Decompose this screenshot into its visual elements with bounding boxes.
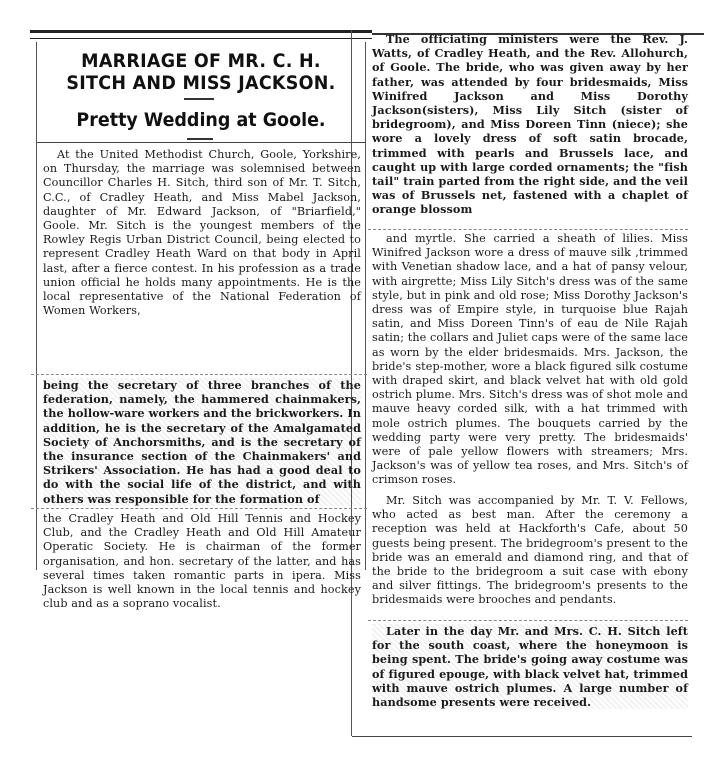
headline-box [37, 42, 365, 143]
paragraph-social: the Cradley Heath and Old Hill Tennis and Hockey Club, and the Cradley Heath and Old Hill Amateur Operatic Society. He is chairman of the former organisation, and hon. secretary of the latter, and has several times taken romantic parts in ipera. Miss Jackson is well known in the local tennis and hockey club and as a soprano vocalist. [43, 512, 361, 611]
clipping-seam [368, 620, 688, 621]
paragraph-reception: Mr. Sitch was accompanied by Mr. T. V. Fellows, who acted as best man. After the ceremony a reception was held at Hackforth's Cafe, about 50 guests being present. The bridegroom's present to the bride was an emerald and diamond ring, and that of the bride to the bridegroom a suit case with ebony and silver fittings. The bridegroom's presents to the bridesmaids were brooches and pendants. [372, 494, 688, 607]
paragraph-honeymoon: Later in the day Mr. and Mrs. C. H. Sitch left for the south coast, where the honeymoon is being spent. The bride's going away costume was of figured epouge, with black velvet hat, trimmed with mauve ostrich plumes. A large number of handsome presents were received. [372, 624, 688, 710]
clipping-seam [368, 229, 688, 230]
top-rule [30, 30, 372, 39]
clipping-seam [31, 374, 367, 375]
paragraph-career: being the secretary of three branches of the federation, namely, the hammered chainmakers, the hollow-ware workers and the brickworkers. In addition, he is the secretary of the Amalgamated Society of Anchorsmiths, and is the secretary of the insurance section of the Chainmakers' and Strikers' Association. He has had a good deal to do with the social life of the district, and with others was responsible for the formation of [43, 378, 361, 506]
bottom-rule [352, 736, 692, 737]
left-column [36, 42, 366, 611]
paragraph-ceremony: At the United Methodist Church, Goole, Yorkshire, on Thursday, the marriage was solemnised between Councillor Charles H. Sitch, third son of Mr. T. Sitch, C.C., of Cradley Heath, and Miss Mabel Jackson, daughter of Mr. Edward Jackson, of "Briarfield," Goole. Mr. Sitch is the youngest members of the Rowley Regis Urban District Council, being elected to represent Cradley Heath Ward on that body in April last, after a fierce contest. In his profession as a trade union official he holds many appointments. He is the local representative of the National Federation of Women Workers, [43, 148, 361, 318]
article-subhead: Pretty Wedding at Goole. [76, 109, 326, 131]
clipping-seam [31, 508, 367, 509]
paragraph-ministers: The officiating ministers were the Rev. J. Watts, of Cradley Heath, and the Rev. Allohurch, of Goole. The bride, who was given away by her father, was attended by four bridesmaids, Miss Winifred Jackson and Miss Dorothy Jackson(sisters), Miss Lily Sitch (sister of bridegroom), and Miss Doreen Tinn (niece); she wore a lovely dress of soft satin brocade, trimmed with pearls and Brussels lace, and caught up with large corded ornaments; the "fish tail" train parted from the right side, and the veil was of Brussels net, fastened with a chaplet of orange blossom [372, 32, 688, 217]
headline-divider [184, 98, 214, 100]
article-headline: MARRIAGE OF MR. C. H. SITCH AND MISS JACKSON. [66, 50, 336, 94]
subhead-divider [187, 138, 213, 140]
paragraph-dresses: and myrtle. She carried a sheath of lilies. Miss Winifred Jackson wore a dress of mauve silk ,trimmed with Venetian shadow lace, and a hat of pansy velour, with airgrette; Miss Lily Sitch's dress was of the same style, but in pink and old rose; Miss Dorothy Jackson's dress was of Empire style, in turquoise blue Rajah satin, and Miss Doreen Tinn's of eau de Nile Rajah satin; the collars and Juliet caps were of the same lace as worn by the elder bridesmaids. Mrs. Jackson, the bride's step-mother, wore a black figured silk costume with draped skirt, and black velvet hat with old gold ostrich plume. Mrs. Sitch's dress was of shot mole and mauve heavy corded silk, with a hat trimmed with mole ostrich plumes. The bouquets carried by the wedding party were very pretty. The bridesmaids' were of pale yellow flowers with streamers; Mrs. Jackson's was of yellow tea roses, and Mrs. Sitch's of crimson roses. [372, 232, 688, 487]
